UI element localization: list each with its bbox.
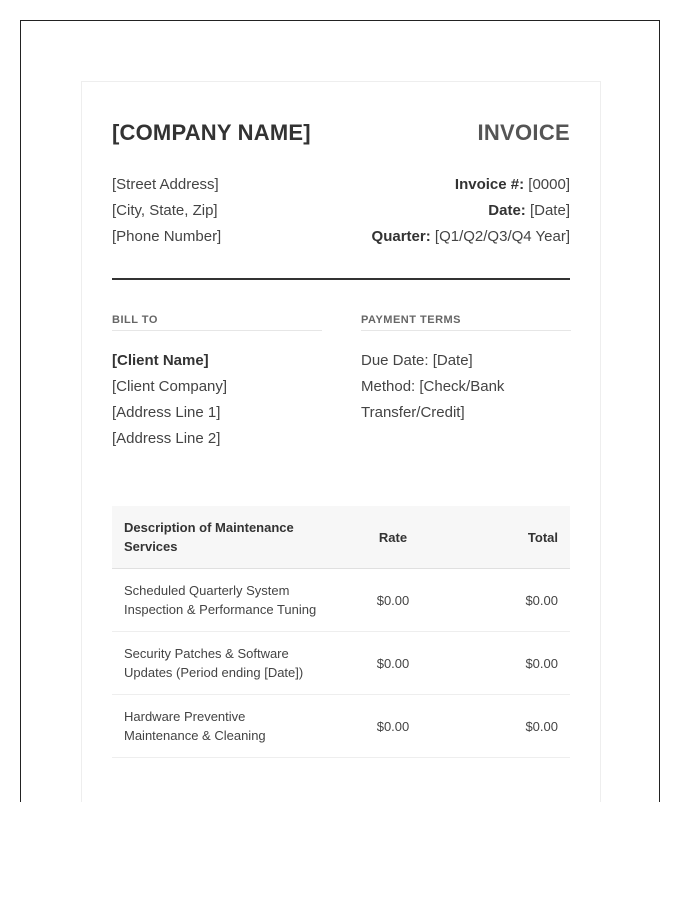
header-row <box>112 506 570 569</box>
client-name: [Client Name] <box>112 352 209 369</box>
service-description: Hardware Preventive Maintenance & Cleaning <box>112 695 331 758</box>
phone-number: [Phone Number] <box>112 228 222 245</box>
total-column-header: Total <box>455 506 570 569</box>
services-table-head <box>112 506 570 569</box>
page-frame <box>20 20 660 802</box>
rate-column-header: Rate <box>331 506 455 569</box>
service-rate: $0.00 <box>331 695 455 758</box>
service-total: $0.00 <box>455 695 570 758</box>
quarter-value: [Q1/Q2/Q3/Q4 Year] <box>434 228 570 245</box>
services-table <box>112 506 570 758</box>
quarter-label: Quarter: <box>371 228 431 245</box>
invoice-sheet <box>81 81 601 802</box>
client-address-line-2: [Address Line 2] <box>112 430 221 447</box>
payment-method-line-2: Transfer/Credit] <box>361 404 465 421</box>
street-address: [Street Address] <box>112 176 219 193</box>
client-address-line-1: [Address Line 1] <box>112 404 221 421</box>
service-total: $0.00 <box>455 632 570 695</box>
services-table-body <box>112 569 570 758</box>
payment-method-line-1: Method: [Check/Bank <box>361 378 505 395</box>
invoice-number-label: Invoice #: <box>454 176 525 193</box>
date-line <box>372 198 570 224</box>
company-address <box>112 172 221 250</box>
client-company: [Client Company] <box>112 378 228 395</box>
date-label: Date: <box>488 202 526 219</box>
payment-terms-block <box>361 348 561 426</box>
service-total: $0.00 <box>455 569 570 632</box>
date-value: [Date] <box>529 202 570 219</box>
invoice-meta <box>372 172 570 250</box>
company-name: [COMPANY NAME] <box>112 120 311 145</box>
service-description: Security Patches & Software Updates (Period ending [Date]) <box>112 632 331 695</box>
description-column-header: Description of Maintenance Services <box>112 506 331 569</box>
due-date: Due Date: [Date] <box>361 352 473 369</box>
bill-to-block <box>112 348 332 452</box>
service-rate: $0.00 <box>331 632 455 695</box>
city-state-zip: [City, State, Zip] <box>112 202 218 219</box>
bill-to-heading: BILL TO <box>112 314 322 331</box>
quarter-line <box>372 224 570 250</box>
header-divider <box>112 278 570 280</box>
table-row <box>112 569 570 632</box>
table-row <box>112 695 570 758</box>
table-row <box>112 632 570 695</box>
invoice-number-value: [0000] <box>528 176 570 193</box>
service-description: Scheduled Quarterly System Inspection & Performance Tuning <box>112 569 331 632</box>
invoice-title: INVOICE <box>477 120 570 145</box>
service-rate: $0.00 <box>331 569 455 632</box>
payment-terms-heading: PAYMENT TERMS <box>361 314 571 331</box>
invoice-number-line <box>372 172 570 198</box>
